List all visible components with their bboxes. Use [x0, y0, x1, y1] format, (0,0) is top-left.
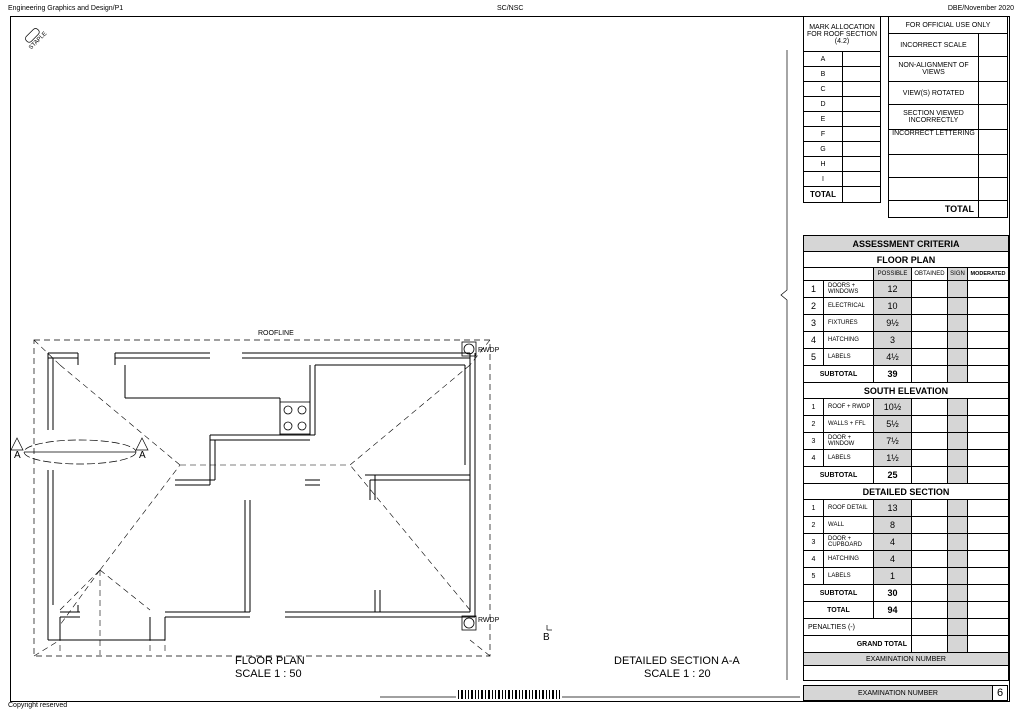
row-possible: 10 — [874, 298, 912, 315]
mark-row-label: A — [804, 52, 843, 67]
obtained-cell[interactable] — [912, 298, 948, 315]
roofline-label: ROOFLINE — [258, 330, 294, 337]
mark-allocation-title: MARK ALLOCATION FOR ROOF SECTION (4.2) — [804, 17, 881, 52]
row-possible: 4½ — [874, 349, 912, 366]
subtotal-label: SUBTOTAL — [804, 467, 874, 484]
mark-row-label: I — [804, 172, 843, 187]
obtained-cell[interactable] — [912, 416, 948, 433]
obtained-cell[interactable] — [912, 281, 948, 298]
official-row-input[interactable] — [979, 34, 1008, 57]
subtotal-value: 25 — [874, 467, 912, 484]
moderated-cell[interactable] — [968, 416, 1009, 433]
moderated-cell[interactable] — [968, 349, 1009, 366]
row-number: 3 — [804, 534, 824, 551]
official-use-title: FOR OFFICIAL USE ONLY — [889, 17, 1008, 34]
row-number: 2 — [804, 416, 824, 433]
col-moderated: MODERATED — [968, 268, 1009, 281]
row-number: 1 — [804, 399, 824, 416]
obtained-cell[interactable] — [912, 349, 948, 366]
row-label: LABELS — [824, 450, 874, 467]
official-row-label: INCORRECT LETTERING — [889, 130, 979, 155]
sign-cell[interactable] — [948, 551, 968, 568]
row-label: HATCHING — [824, 551, 874, 568]
sign-cell[interactable] — [948, 332, 968, 349]
row-label: WALLS + FFL — [824, 416, 874, 433]
sign-cell[interactable] — [948, 433, 968, 450]
row-number: 5 — [804, 568, 824, 585]
obtained-cell[interactable] — [912, 585, 948, 602]
exam-number-footer-table — [803, 685, 1008, 701]
moderated-cell[interactable] — [968, 399, 1009, 416]
moderated-cell[interactable] — [968, 298, 1009, 315]
obtained-cell[interactable] — [912, 399, 948, 416]
obtained-cell[interactable] — [912, 551, 948, 568]
moderated-cell[interactable] — [968, 602, 1009, 619]
moderated-cell[interactable] — [968, 467, 1009, 484]
official-row-input[interactable] — [979, 130, 1008, 155]
obtained-cell[interactable] — [912, 534, 948, 551]
moderated-cell[interactable] — [968, 551, 1009, 568]
header-center: SC/NSC — [497, 5, 524, 12]
official-row-input[interactable] — [979, 105, 1008, 130]
mark-row-input[interactable] — [843, 82, 881, 97]
assessment-criteria-table — [803, 235, 1009, 681]
row-label: DOORS + WINDOWS — [824, 281, 874, 298]
official-row-input[interactable] — [979, 178, 1008, 201]
official-row-label: SECTION VIEWED INCORRECTLY — [889, 105, 979, 130]
mark-row-label: D — [804, 97, 843, 112]
official-row-input[interactable] — [979, 82, 1008, 105]
exam-number-input[interactable] — [804, 666, 1009, 681]
row-number: 2 — [804, 298, 824, 315]
mark-row-input[interactable] — [843, 142, 881, 157]
copyright-footer: Copyright reserved — [8, 702, 68, 709]
col-obtained: OBTAINED — [912, 268, 948, 281]
mark-row-label: C — [804, 82, 843, 97]
moderated-cell[interactable] — [968, 517, 1009, 534]
mark-row-input[interactable] — [843, 67, 881, 82]
obtained-cell[interactable] — [912, 636, 948, 653]
moderated-cell[interactable] — [968, 433, 1009, 450]
row-label: LABELS — [824, 349, 874, 366]
sign-cell[interactable] — [948, 619, 968, 636]
row-label: DOOR + CUPBOARD — [824, 534, 874, 551]
moderated-cell[interactable] — [968, 366, 1009, 383]
detailed-section-title: DETAILED SECTION — [804, 484, 1009, 500]
sign-cell[interactable] — [948, 602, 968, 619]
row-label: ELECTRICAL — [824, 298, 874, 315]
official-row-label — [889, 178, 979, 201]
moderated-cell[interactable] — [968, 281, 1009, 298]
sign-cell[interactable] — [948, 366, 968, 383]
official-row-label: INCORRECT SCALE — [889, 34, 979, 57]
mark-allocation-table — [803, 16, 881, 203]
row-label: ROOF DETAIL — [824, 500, 874, 517]
mark-row-label: F — [804, 127, 843, 142]
sign-cell[interactable] — [948, 568, 968, 585]
moderated-cell[interactable] — [968, 619, 1009, 636]
row-number: 5 — [804, 349, 824, 366]
official-total-label: TOTAL — [889, 201, 979, 218]
moderated-cell[interactable] — [968, 568, 1009, 585]
stove-icon — [280, 402, 310, 434]
moderated-cell[interactable] — [968, 585, 1009, 602]
floor-plan-title: FLOOR PLAN — [235, 655, 305, 667]
row-possible: 1 — [874, 568, 912, 585]
total-value: 94 — [874, 602, 912, 619]
moderated-cell[interactable] — [968, 534, 1009, 551]
sign-cell[interactable] — [948, 517, 968, 534]
floor-plan-section-title: FLOOR PLAN — [804, 252, 1009, 268]
section-marker-a-right: A — [139, 450, 146, 461]
row-label: LABELS — [824, 568, 874, 585]
row-number: 2 — [804, 517, 824, 534]
col-possible: POSSIBLE — [874, 268, 912, 281]
row-number: 3 — [804, 433, 824, 450]
mark-row-input[interactable] — [843, 52, 881, 67]
sign-cell[interactable] — [948, 636, 968, 653]
official-row-label: NON-ALIGNMENT OF VIEWS — [889, 57, 979, 82]
floor-plan-scale: SCALE 1 : 50 — [235, 668, 302, 680]
row-number: 1 — [804, 281, 824, 298]
mark-row-label: H — [804, 157, 843, 172]
obtained-cell[interactable] — [912, 332, 948, 349]
official-total-input[interactable] — [979, 201, 1008, 218]
sign-cell[interactable] — [948, 298, 968, 315]
sign-cell[interactable] — [948, 450, 968, 467]
subtotal-label: SUBTOTAL — [804, 585, 874, 602]
moderated-cell[interactable] — [968, 636, 1009, 653]
subtotal-value: 30 — [874, 585, 912, 602]
south-elevation-title: SOUTH ELEVATION — [804, 383, 1009, 399]
total-label: TOTAL — [804, 602, 874, 619]
row-possible: 3 — [874, 332, 912, 349]
mark-total-label: TOTAL — [804, 187, 843, 203]
obtained-cell[interactable] — [912, 517, 948, 534]
sign-cell[interactable] — [948, 534, 968, 551]
row-possible: 13 — [874, 500, 912, 517]
mark-row-label: B — [804, 67, 843, 82]
moderated-cell[interactable] — [968, 315, 1009, 332]
sign-cell[interactable] — [948, 349, 968, 366]
exam-number-footer-label: EXAMINATION NUMBER — [804, 686, 993, 701]
row-label: HATCHING — [824, 332, 874, 349]
mark-row-input[interactable] — [843, 97, 881, 112]
page-number: 6 — [993, 686, 1008, 701]
section-marker-b: B — [543, 632, 550, 643]
sign-cell[interactable] — [948, 467, 968, 484]
row-possible: 4 — [874, 534, 912, 551]
assessment-title: ASSESSMENT CRITERIA — [804, 236, 1009, 252]
mark-row-input[interactable] — [843, 157, 881, 172]
moderated-cell[interactable] — [968, 332, 1009, 349]
row-number: 3 — [804, 315, 824, 332]
obtained-cell[interactable] — [912, 366, 948, 383]
row-label: ROOF + RWDP — [824, 399, 874, 416]
moderated-cell[interactable] — [968, 500, 1009, 517]
col-sign: SIGN — [948, 268, 968, 281]
sign-cell[interactable] — [948, 500, 968, 517]
subtotal-value: 39 — [874, 366, 912, 383]
subtotal-label: SUBTOTAL — [804, 366, 874, 383]
obtained-cell[interactable] — [912, 315, 948, 332]
obtained-cell[interactable] — [912, 467, 948, 484]
staple-label: STAPLE — [28, 30, 49, 52]
header-spacer — [804, 268, 874, 281]
barcode-icon — [458, 690, 560, 699]
sign-cell[interactable] — [948, 281, 968, 298]
mark-row-input[interactable] — [843, 172, 881, 187]
row-number: 1 — [804, 500, 824, 517]
row-possible: 1½ — [874, 450, 912, 467]
header-left: Engineering Graphics and Design/P1 — [8, 5, 124, 12]
row-possible: 5½ — [874, 416, 912, 433]
obtained-cell[interactable] — [912, 602, 948, 619]
section-title: DETAILED SECTION A-A — [614, 655, 740, 667]
obtained-cell[interactable] — [912, 433, 948, 450]
sign-cell[interactable] — [948, 399, 968, 416]
exam-number-label: EXAMINATION NUMBER — [804, 653, 1009, 666]
obtained-cell[interactable] — [912, 500, 948, 517]
row-number: 4 — [804, 450, 824, 467]
row-label: DOOR + WINDOW — [824, 433, 874, 450]
row-label: WALL — [824, 517, 874, 534]
row-possible: 10½ — [874, 399, 912, 416]
header-right: DBE/November 2020 — [947, 5, 1014, 12]
row-possible: 8 — [874, 517, 912, 534]
row-number: 4 — [804, 332, 824, 349]
rwdp-bottom-label: RWDP — [478, 617, 500, 624]
moderated-cell[interactable] — [968, 450, 1009, 467]
official-row-input[interactable] — [979, 57, 1008, 82]
mark-row-input[interactable] — [843, 112, 881, 127]
obtained-cell[interactable] — [912, 568, 948, 585]
sign-cell[interactable] — [948, 585, 968, 602]
mark-total-input[interactable] — [843, 187, 881, 203]
official-row-label: VIEW(S) ROTATED — [889, 82, 979, 105]
row-possible: 4 — [874, 551, 912, 568]
mark-row-input[interactable] — [843, 127, 881, 142]
grand-total-label: GRAND TOTAL — [804, 636, 912, 653]
row-possible: 12 — [874, 281, 912, 298]
row-possible: 9½ — [874, 315, 912, 332]
obtained-cell[interactable] — [912, 450, 948, 467]
sign-cell[interactable] — [948, 416, 968, 433]
section-marker-a-left: A — [14, 450, 21, 461]
row-possible: 7½ — [874, 433, 912, 450]
official-row-input[interactable] — [979, 155, 1008, 178]
row-label: FIXTURES — [824, 315, 874, 332]
official-row-label — [889, 155, 979, 178]
mark-row-label: G — [804, 142, 843, 157]
row-number: 4 — [804, 551, 824, 568]
official-use-table — [888, 16, 1008, 218]
section-scale: SCALE 1 : 20 — [644, 668, 711, 680]
rwdp-top-label: RWDP — [478, 347, 500, 354]
obtained-cell[interactable] — [912, 619, 948, 636]
sign-cell[interactable] — [948, 315, 968, 332]
penalties-label: PENALTIES (-) — [804, 619, 912, 636]
mark-row-label: E — [804, 112, 843, 127]
